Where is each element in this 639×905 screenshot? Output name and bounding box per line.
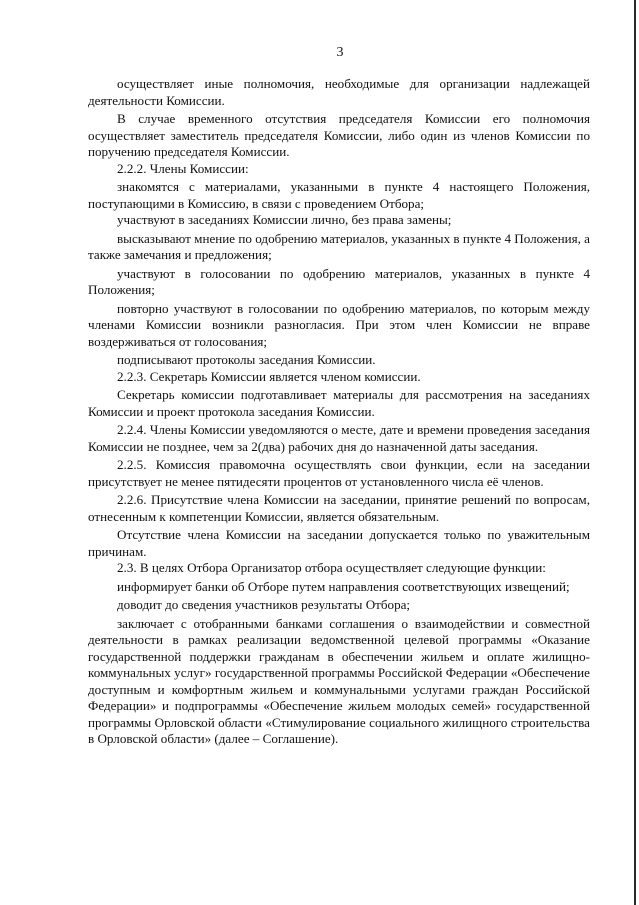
page-edge-line	[634, 0, 636, 905]
paragraph: 2.2.4. Члены Комиссии уведомляются о месте, дате и времени проведения заседания Комиссии не позднее, чем за 2(два) рабочих дня до назначенной даты заседания.	[88, 422, 590, 454]
paragraph: доводит до сведения участников результаты Отбора;	[117, 597, 411, 612]
paragraph: участвуют в голосовании по одобрению материалов, указанных в пункте 4 Положения;	[88, 265, 590, 297]
paragraph: 2.2.6. Присутствие члена Комиссии на заседании, принятие решений по вопросам, отнесенным к компетенции Комиссии, является обязательным.	[88, 492, 590, 524]
paragraph: В случае временного отсутствия председателя Комиссии его полномочия осуществляет заместитель председателя Комиссии, либо один из членов Комиссии по поручению председателя Комиссии.	[88, 111, 590, 159]
paragraph: Секретарь комиссии подготавливает материалы для рассмотрения на заседаниях Комиссии и проект протокола заседания Комиссии.	[88, 387, 590, 419]
paragraph: высказывают мнение по одобрению материалов, указанных в пункте 4 Положения, а также замечания и предложения;	[88, 230, 590, 262]
document-body	[88, 76, 590, 748]
paragraph: Отсутствие члена Комиссии на заседании допускается только по уважительным причинам.	[88, 527, 590, 559]
paragraph: повторно участвуют в голосовании по одобрению материалов, по которым между членами Комиссии возникли разногласия. При этом член Комиссии не вправе воздерживаться от голосования;	[88, 300, 590, 349]
paragraph: 2.3. В целях Отбора Организатор отбора осуществляет следующие функции:	[117, 560, 546, 575]
paragraph: заключает с отобранными банками соглашения о взаимодействии и совместной деятельности в рамках реализации ведомственной целевой программы «Оказание государственной поддержки гражданам в обеспечении жильем и оплате жилищно-коммунальных услуг» государственной программы Российской Федерации «Обеспечение доступным и комфортным жильем и коммунальными услугами граждан Российской Федерации» и подпрограммы «Обеспечение жильем молодых семей» государственной программы Орловской области «Стимулирование социального жилищного строительства в Орловской области» (далее – Соглашение).	[88, 615, 590, 746]
paragraph: знакомятся с материалами, указанными в пункте 4 настоящего Положения, поступающими в Комиссию, в связи с проведением Отбора;	[88, 179, 590, 211]
paragraph: 2.2.3. Секретарь Комиссии является членом комиссии.	[117, 368, 421, 384]
page-number: 3	[336, 45, 344, 60]
paragraph: участвуют в заседаниях Комиссии лично, без права замены;	[117, 212, 452, 227]
paragraph: информирует банки об Отборе путем направления соответствующих извещений;	[117, 578, 570, 594]
paragraph: осуществляет иные полномочия, необходимые для организации надлежащей деятельности Комиссии.	[88, 76, 590, 108]
paragraph: 2.2.5. Комиссия правомочна осуществлять свои функции, если на заседании присутствует не менее пятидесяти процентов от установленного числа её членов.	[88, 457, 590, 489]
paragraph: подписывают протоколы заседания Комиссии.	[117, 352, 376, 367]
paragraph: 2.2.2. Члены Комиссии:	[117, 160, 249, 176]
